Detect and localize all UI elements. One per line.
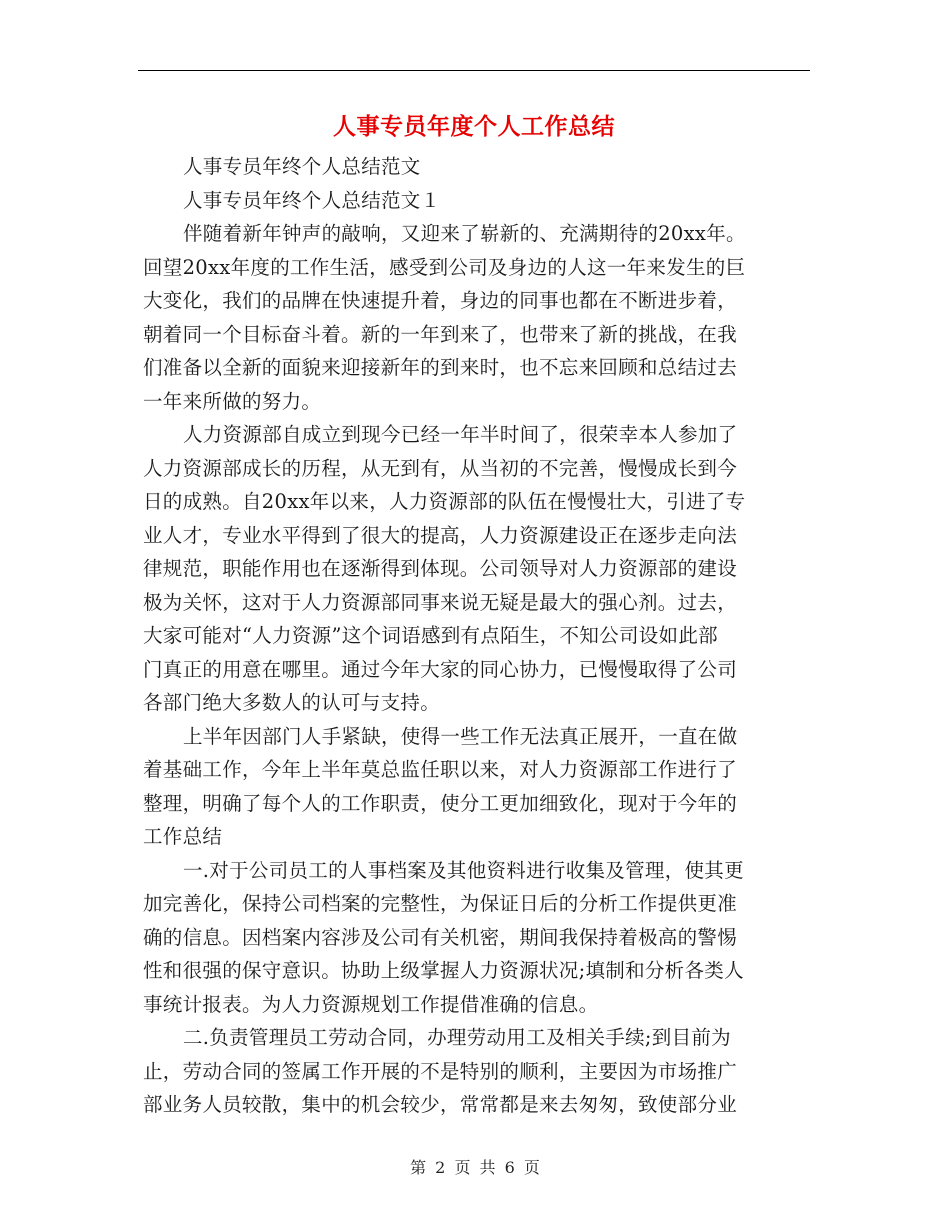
text-line: 事统计报表。为人力资源规划工作提借准确的信息。	[143, 992, 599, 1016]
text-line: 人事专员年终个人总结范文１	[183, 188, 441, 212]
text-line: 加完善化，保持公司档案的完整性，为保证日后的分析工作提供更准	[143, 892, 738, 915]
text-line: 人力资源部成长的历程，从无到有，从当初的不完善，慢慢成长到今	[143, 456, 738, 480]
text-line: 一年来所做的努力。	[143, 389, 322, 413]
text-line: 确的信息。因档案内容涉及公司有关机密，期间我保持着极高的警惕	[143, 925, 738, 949]
text-line: 业人才，专业水平得到了很大的提高，人力资源建设正在逐步走向法	[143, 523, 738, 547]
document-title: 人事专员年度个人工作总结	[333, 113, 615, 140]
text-line: 回望20xx年度的工作生活，感受到公司及身边的人这一年来发生的巨	[143, 255, 746, 279]
text-line: 朝着同一个目标奋斗着。新的一年到来了，也带来了新的挑战，在我	[143, 322, 738, 346]
text-line: 着基础工作，今年上半年莫总监任职以来，对人力资源部工作进行了	[143, 758, 738, 781]
text-line: 人事专员年终个人总结范文	[183, 155, 421, 178]
text-line: 们准备以全新的面貌来迎接新年的到来时，也不忘来回顾和总结过去	[143, 356, 738, 379]
text-line: 极为关怀，这对于人力资源部同事来说无疑是最大的强心剂。过去，	[143, 590, 738, 614]
page-number-footer: 第 2 页 共 6 页	[410, 1158, 540, 1177]
text-line: 律规范，职能作用也在逐渐得到体现。公司领导对人力资源部的建设	[143, 557, 738, 580]
text-line: 整理，明确了每个人的工作职责，使分工更加细致化，现对于今年的	[143, 791, 738, 815]
text-line: 日的成熟。自20xx年以来，人力资源部的队伍在慢慢壮大，引进了专	[143, 490, 746, 513]
text-line: 门真正的用意在哪里。通过今年大家的同心协力，已慢慢取得了公司	[143, 657, 738, 681]
text-line: 部业务人员较散，集中的机会较少，常常都是来去匆匆，致使部分业	[143, 1093, 738, 1116]
text-line: 止，劳动合同的签属工作开展的不是特别的顺利，主要因为市场推广	[143, 1059, 738, 1083]
text-line: 工作总结	[143, 825, 223, 848]
header-rule	[138, 70, 810, 71]
text-line: 各部门绝大多数人的认可与支持。	[143, 691, 441, 714]
text-line: 二.负责管理员工劳动合同，办理劳动用工及相关手续;到目前为	[183, 1026, 731, 1049]
text-line: 人力资源部自成立到现今已经一年半时间了，很荣幸本人参加了	[183, 423, 738, 446]
text-line: 性和很强的保守意识。协助上级掌握人力资源状况;填制和分析各类人	[143, 959, 744, 982]
text-line: 大家可能对“人力资源”这个词语感到有点陌生，不知公司设如此部	[143, 624, 718, 647]
text-line: 大变化，我们的品牌在快速提升着，身边的同事也都在不断进步着，	[143, 289, 738, 312]
text-line: 伴随着新年钟声的敲响，又迎来了崭新的、充满期待的20xx年。	[183, 222, 746, 245]
document-body	[143, 150, 807, 1122]
text-line: 一.对于公司员工的人事档案及其他资料进行收集及管理，使其更	[183, 858, 744, 882]
text-line: 上半年因部门人手紧缺，使得一些工作无法真正展开，一直在做	[183, 724, 738, 748]
